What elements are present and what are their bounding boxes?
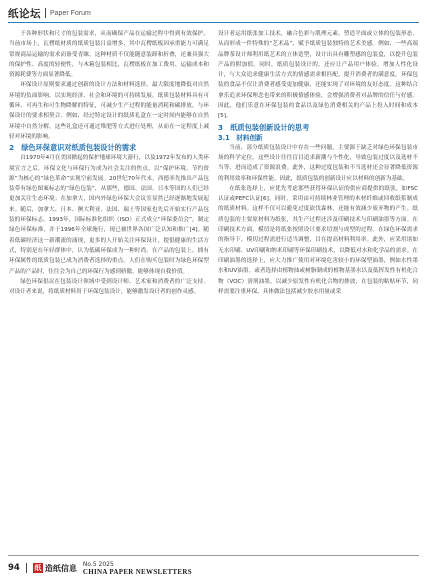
page-header	[8, 6, 419, 20]
journal-name: CHINA PAPER NEWSLETTERS	[82, 567, 192, 576]
left-column	[9, 29, 209, 297]
paragraph: 当前，部分纸质包装设计中存在一些问题，主要源于缺乏对绿色环保包装市场的科学定位。这些设计往往盲目追求新潮与个性化，导致包装过度以及选材不当等，进而造成了资源浪费。此外，这种过度包装和不当选材还会显著降低资源的利用效率和环保性能。因此，纸质包装的创新设计应以材料的创新为基础。	[218, 144, 418, 182]
paragraph: 设计者运用纸张加工技术，融合色彩与肌理元素，塑造平面或立体的包装形态，从而形成一件特殊的“艺术品”，赋予纸质包装独特的艺术美感。例如，一些高端品牌茶设计师利用纸艺术的立体造型，设计出具有雕塑感的包装盒，以提升包装产品的附加值。同时，纸质包装设计的，还应让产品用户体验，增加人性化设计，与大众追求健康生活方式的情感需求相匹配，提升消费者的满意度。环保包装的食品不仅让消费者感受更加健康、还能实现了对环境的友好态度。这种结合拿乐追求环保理念也带来的积极情感体验，会增强消费者对品牌的信任与好感。因此，他们乐意在环保包装的食品以及绿色消费相关的产品上投入时间和成本[5]。	[218, 31, 418, 120]
paragraph: 于各种形状和尺寸的包装需求，从而确保产品在运输过程中得到有效保护。当前市场上，瓦楞纸材质的纸质包装日益增多，其中瓦楞纸板因承重能力可满足常规商品运输的需求而备受青睐。这种材质不仅能随意装卸和折叠，还兼具强大的保护性、高度的轻便性，与木箱包装相比，瓦楞纸板在加工费用、运输成本和资源耗费等方面显著降低。	[9, 31, 209, 79]
section-3-heading: 3 纸质包装创新设计的思考	[218, 122, 310, 132]
column-name: 纸论坛	[8, 7, 41, 20]
paragraph: 自1970年4月在美国掀起的保护地球环境大游行，以及1972年发布的人类环境宣言之后，环保文化与环保行为成为社会关注的焦点，以“保护环境、节约资源”为核心的“绿色革命”实现空前发展。20世纪70年代末，西德率先推出产品包装带有绿色图案标志的“绿色包装”，从那些，德国、法国、日本等国的人们已经更加关注生态环境；在加拿大，国内外绿色环保大会议室显然已经逐渐地发展起来。随后，加拿大、日本、澳大利亚、法国、瑞士等国家也先后开始实行产品包装的环保标志。1993年，国际标准化组织（ISO）正式成立“环保委员会”，制定绿色环保标准，并于1996年全球施行，现已被世界各国广泛认知和推广[4]。随着低碳经济这一新潮流的涌现，更多的人开始关注环保设计，提倡健康的生活方式，特别是在年轻群体中，认为低碳环保成为一种时尚。在产品的包装上，拥有环保属性的纸质包装已成为消费者选择的重点。人们在购买包装时为绿色环保型产品的产品时，往往会为自己的环保行为感到骄傲，能够体现自我价值。	[9, 155, 209, 275]
section-3-1-heading: 3.1 材料创新	[218, 133, 263, 142]
paragraph: 绿色环保倡议在包装设计领域中受到设计师、艺术家和消费者的广泛支持。对设计者来说，将纸质材料用于环保包装设计，能够激发设计者的创作灵感。	[9, 278, 209, 296]
journal-info	[83, 561, 192, 576]
footer-rule	[8, 555, 419, 556]
paragraph: 环保设计原则要求通过创新的设计方法和材料选择，最大限度地降低对自然环境的负面影响，以实现经济、社会和环境的可持续发展。纸质包装材料具有可循环、可再生和可生物降解的特征，可减少生产过程的能量消耗和碳排放，与环保设计的要求相契合。例如，经过特定设计的纸质礼盒在一定时间内能够在自然环境中自然分解，这些礼盒还可通过堆肥等方式进行处理，从而在一定程度上减轻对环境的影响。	[9, 82, 209, 140]
logo-text: 造纸信息	[44, 563, 77, 573]
logo-mark-icon: 纸	[34, 564, 42, 572]
section-2-heading: 2 绿色环保意识对纸质包装设计的需求	[9, 143, 137, 153]
page-number: 94	[8, 563, 20, 573]
journal-logo	[33, 563, 77, 574]
page-footer	[8, 560, 419, 576]
header-divider	[45, 8, 46, 18]
paragraph: 在纸张选择上，应优先考虑那些获得环保认证的供应商提供的纸张，如FSC认证或PEFC认证[6]。同时，采用由可持续林业管理的木材纤维或回收纸浆制成的纸质材料。这样不仅可以避免过度砍伐森林，还能有效减少废弃物的产生。纸质包装的主要原材料为纸张，其生产过程还涉及印刷技术与印刷油墨等方面。在印刷技术方面，模切是将纸张按照设计要求切割与成型的过程。在绿色环保需求的指导下，模切过程需进行适当调整，目在提高材料利用率。此外，应采用诸如无水印刷、UV印刷和纳米印刷等环保印刷技术，以降低对水和化学品的需求。在印刷油墨的选择上，应大力推广使用对环境危害较小的环保型油墨，例如水性墨水和UV油墨。或者选择由植物油或树脂制成的植物基墨水以及低挥发性有机化合物（VOC）溶剂油墨，以减少原发性有机化合物的排放，在包装的粘贴环节，同样需要注重环保，具体做法包括减少胶水用量或采	[218, 185, 418, 295]
header-rule	[8, 22, 419, 23]
right-column	[218, 29, 418, 297]
issue-number: No.5 2025	[82, 560, 114, 568]
column-name-en: Paper Forum	[50, 9, 91, 17]
footer-divider	[26, 563, 27, 573]
